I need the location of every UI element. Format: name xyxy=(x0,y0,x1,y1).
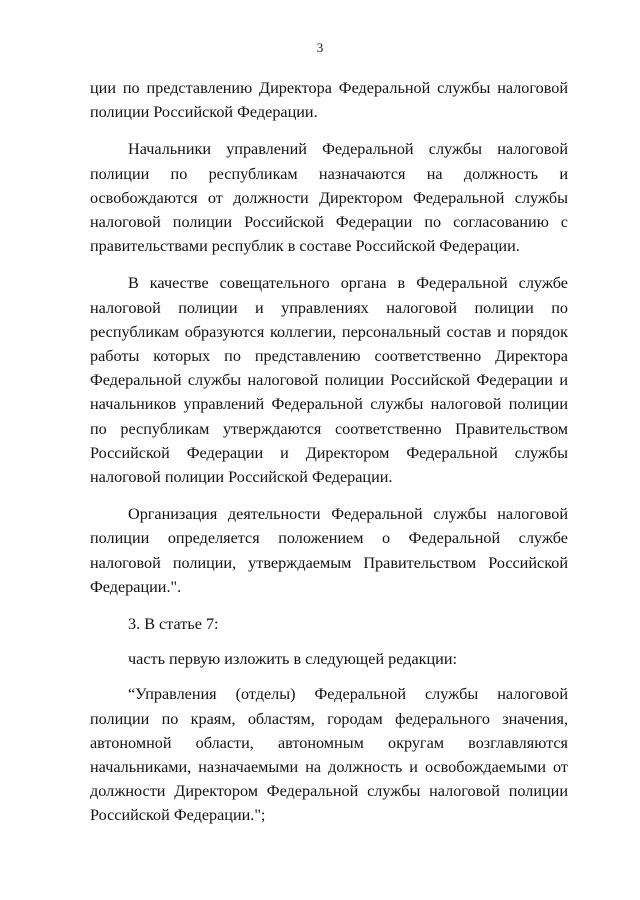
paragraph-collegium: В качестве совещательного органа в Федеральной службе налоговой полиции и управлениях налоговой полиции по республикам образуются коллегии, персональный состав и порядок работы которых по представлению соответственно Директора Федеральной службы налоговой полиции Российской Федерации и начальников управлений Федеральной службы налоговой полиции по республикам утверждаются соответственно Правительством Российской Федерации и Директором Федеральной службы налоговой полиции Российской Федерации. xyxy=(90,274,568,487)
paragraph-organization: Организация деятельности Федеральной службы налоговой полиции определяется положением о Федеральной службе налоговой полиции, утверждаемым Правительством Российской Федерации.". xyxy=(90,505,568,596)
paragraph-heads-appointment: Начальники управлений Федеральной службы налоговой полиции по республикам назначаются на должность и освобождаются от должности Директором Федеральной службы налоговой полиции Российской Федерации по согласованию с правительствами республик в составе Российской Федерации. xyxy=(90,140,568,256)
paragraph-continuation: ции по представлению Директора Федеральной службы налоговой полиции Российской Федерации. xyxy=(90,79,568,122)
page-number: 3 xyxy=(316,40,324,55)
paragraph-amendment-text: “Управления (отделы) Федеральной службы налоговой полиции по краям, областям, городам федерального значения, автономной области, автономным округам возглавляются начальниками, назначаемыми на должность и освобождаемыми от должности Директором Федеральной службы налоговой полиции Российской Федерации."; xyxy=(90,685,568,825)
document-body xyxy=(90,76,568,841)
paragraph-article-7-heading: 3. В статье 7: xyxy=(128,615,219,634)
paragraph-amendment-intro: часть первую изложить в следующей редакции: xyxy=(128,650,457,669)
